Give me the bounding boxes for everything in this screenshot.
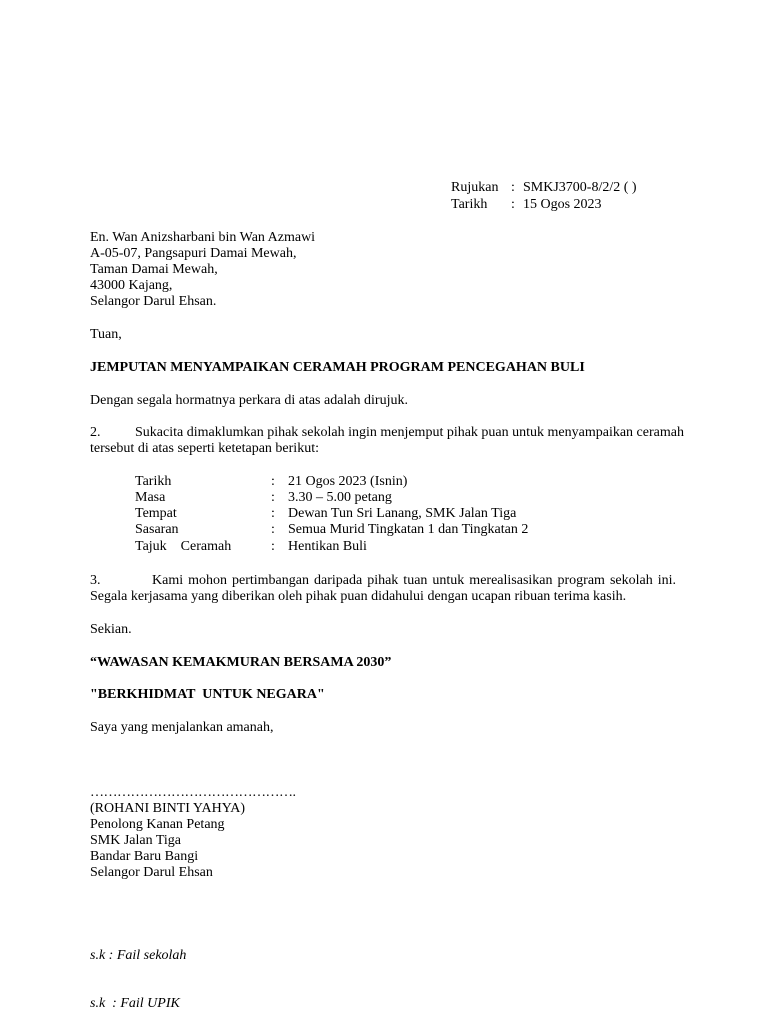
recipient-line: A-05-07, Pangsapuri Damai Mewah,	[90, 246, 297, 261]
detail-value: 21 Ogos 2023 (Isnin)	[288, 474, 408, 489]
colon: :	[271, 490, 275, 505]
detail-label: Tajuk Ceramah	[135, 539, 232, 554]
detail-label: Sasaran	[135, 522, 179, 537]
paragraph-text: Kami mohon pertimbangan daripada pihak tuan untuk merealisasikan program sekolah ini.	[152, 573, 676, 588]
signatory-school: SMK Jalan Tiga	[90, 833, 182, 848]
signatory-title: Penolong Kanan Petang	[90, 817, 225, 832]
signatory-name: (ROHANI BINTI YAHYA)	[90, 801, 246, 816]
detail-label: Tempat	[135, 506, 177, 521]
rujukan-label: Rujukan	[451, 180, 499, 195]
detail-value: 3.30 – 5.00 petang	[288, 490, 392, 505]
colon: :	[271, 539, 275, 554]
paragraph-text: Segala kerjasama yang diberikan oleh pihak puan didahului dengan ucapan ribuan terima kasih.	[90, 589, 627, 604]
paragraph-number: 3.	[90, 573, 101, 588]
tarikh-label: Tarikh	[451, 197, 488, 212]
sign-off: Saya yang menjalankan amanah,	[90, 720, 274, 735]
signature-line: ……………………………………….	[90, 785, 296, 800]
rujukan-value: SMKJ3700-8/2/2 ( )	[523, 180, 637, 195]
colon: :	[271, 522, 275, 537]
paragraph-text: tersebut di atas seperti ketetapan berikut:	[90, 441, 319, 456]
colon: :	[511, 197, 515, 212]
recipient-line: En. Wan Anizsharbani bin Wan Azmawi	[90, 230, 316, 245]
cc-block	[90, 916, 186, 1028]
paragraph-1: Dengan segala hormatnya perkara di atas adalah dirujuk.	[90, 393, 408, 408]
detail-label: Tarikh	[135, 474, 172, 489]
tarikh-value: 15 Ogos 2023	[523, 197, 602, 212]
recipient-line: Taman Damai Mewah,	[90, 262, 218, 277]
recipient-address	[90, 230, 315, 310]
cc-line: s.k : Fail UPIK	[90, 996, 180, 1011]
detail-value: Semua Murid Tingkatan 1 dan Tingkatan 2	[288, 522, 529, 537]
motto-wawasan: “WAWASAN KEMAKMURAN BERSAMA 2030”	[90, 655, 392, 670]
cc-line: s.k : Fail sekolah	[90, 948, 187, 963]
colon: :	[271, 506, 275, 521]
colon: :	[511, 180, 515, 195]
closing-text: Sekian.	[90, 622, 132, 637]
colon: :	[271, 474, 275, 489]
recipient-line: 43000 Kajang,	[90, 278, 173, 293]
paragraph-text: Sukacita dimaklumkan pihak sekolah ingin menjemput pihak puan untuk menyampaikan ceramah	[135, 425, 684, 440]
subject-heading: JEMPUTAN MENYAMPAIKAN CERAMAH PROGRAM PENCEGAHAN BULI	[90, 360, 585, 375]
motto-berkhidmat: "BERKHIDMAT UNTUK NEGARA"	[90, 687, 325, 702]
signatory-town: Bandar Baru Bangi	[90, 849, 199, 864]
detail-label: Masa	[135, 490, 166, 505]
signatory-block	[90, 801, 245, 881]
recipient-line: Selangor Darul Ehsan.	[90, 294, 217, 309]
detail-value: Dewan Tun Sri Lanang, SMK Jalan Tiga	[288, 506, 517, 521]
paragraph-number: 2.	[90, 425, 101, 440]
detail-value: Hentikan Buli	[288, 539, 367, 554]
salutation: Tuan,	[90, 327, 122, 342]
signatory-state: Selangor Darul Ehsan	[90, 865, 213, 880]
